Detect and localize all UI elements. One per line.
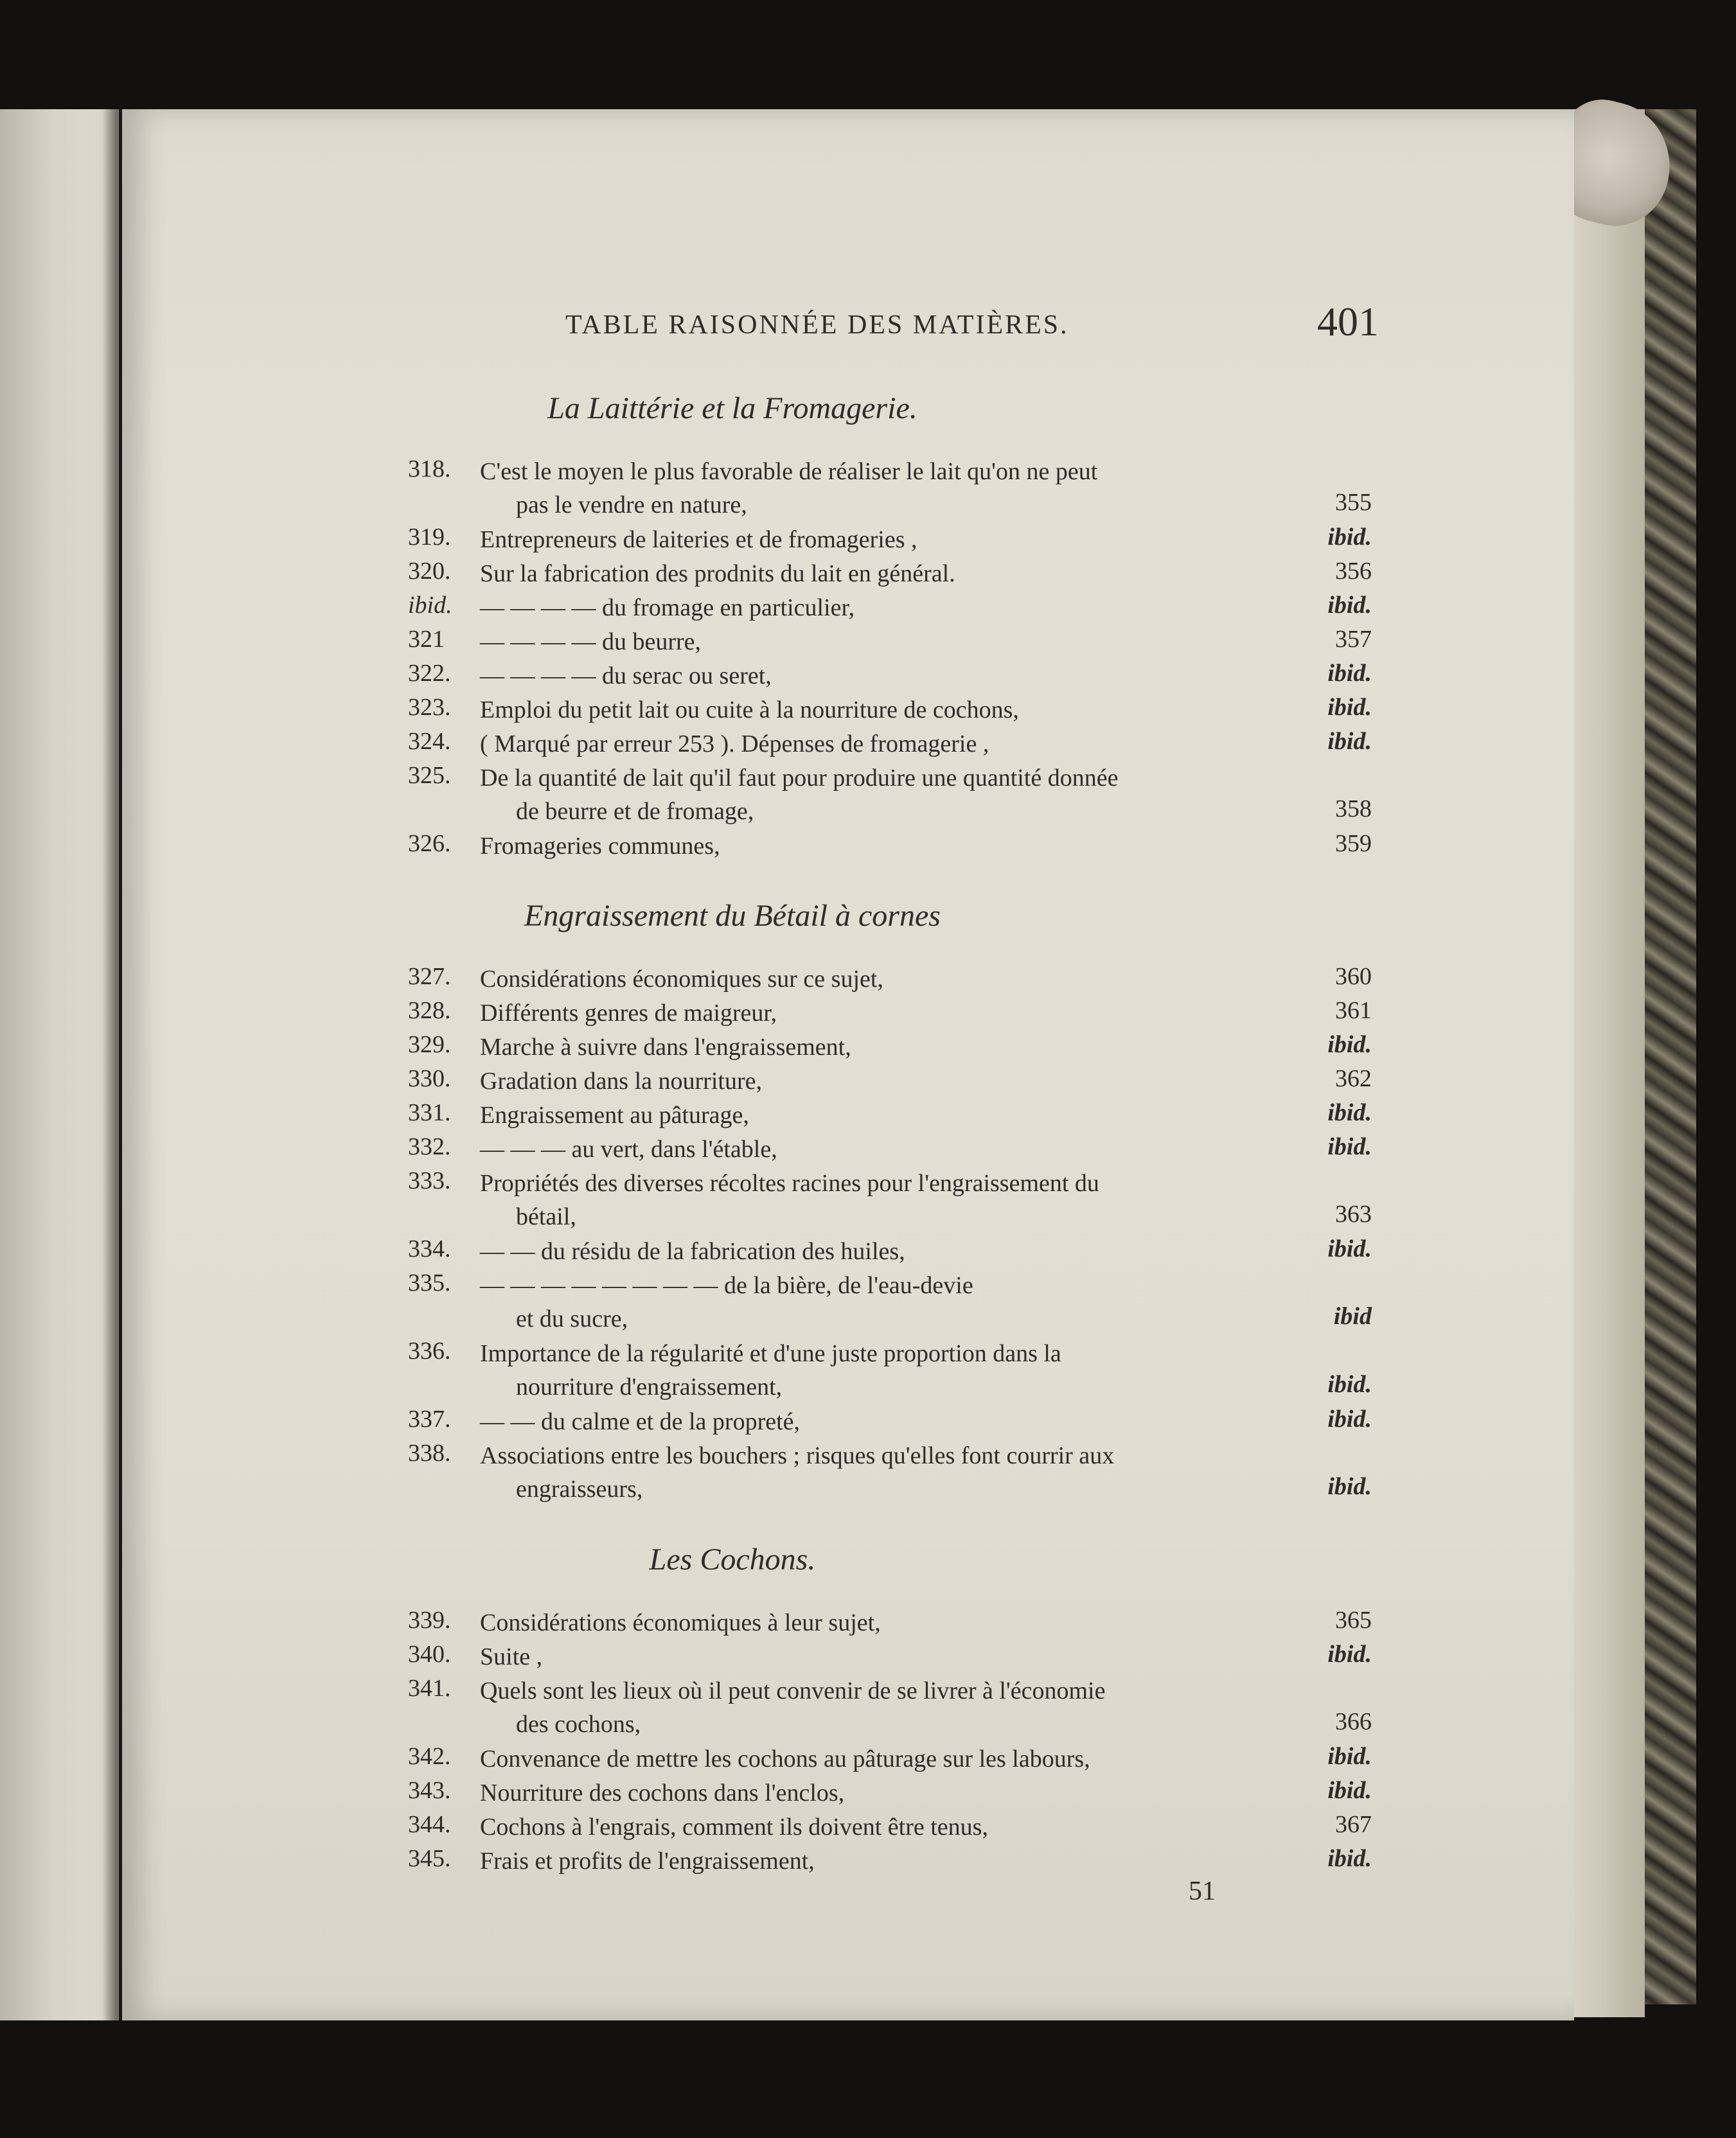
entry-text-line: Marche à suivre dans l'engraissement, bbox=[480, 1034, 851, 1061]
entry-number: 335. bbox=[408, 1269, 451, 1296]
entry-text-line: Nourriture des cochons dans l'enclos, bbox=[480, 1780, 845, 1807]
toc-entry bbox=[122, 1133, 1574, 1166]
entry-text-continuation: bétail, bbox=[516, 1203, 576, 1230]
toc-entry bbox=[122, 591, 1574, 624]
entry-page-reference: ibid. bbox=[1327, 660, 1372, 687]
page-number: 401 bbox=[1317, 299, 1379, 344]
entry-text bbox=[480, 1405, 1367, 1438]
entry-text-line: Considérations économiques à leur sujet, bbox=[480, 1609, 881, 1636]
entry-number: 320. bbox=[408, 558, 451, 585]
toc-entry bbox=[122, 557, 1574, 590]
entry-text-line: Frais et profits de l'engraissement, bbox=[480, 1848, 815, 1875]
entry-page-reference: 367 bbox=[1335, 1811, 1372, 1838]
entry-page-reference: ibid. bbox=[1327, 694, 1372, 721]
page-header bbox=[122, 299, 1574, 361]
entry-text-line: — — — — du serac ou seret, bbox=[480, 662, 772, 689]
toc-entry bbox=[122, 727, 1574, 761]
entry-page-reference: 365 bbox=[1335, 1607, 1372, 1634]
entry-page-reference: ibid. bbox=[1327, 1845, 1372, 1872]
toc-entry bbox=[122, 1640, 1574, 1674]
entry-number: 323. bbox=[408, 694, 451, 721]
entry-page-reference: 363 bbox=[1335, 1201, 1372, 1228]
entry-number: 318. bbox=[408, 455, 451, 482]
entry-text-line: Emploi du petit lait ou cuite à la nourriture de cochons, bbox=[480, 696, 1019, 723]
entry-text bbox=[480, 1742, 1367, 1776]
entry-page-reference: ibid. bbox=[1327, 1473, 1372, 1500]
entry-text-line: Gradation dans la nourriture, bbox=[480, 1068, 762, 1095]
entry-number: 328. bbox=[408, 997, 451, 1024]
toc-entry bbox=[122, 523, 1574, 556]
toc-entry bbox=[122, 625, 1574, 658]
toc-entry bbox=[122, 1844, 1574, 1878]
section-title: Engraissement du Bétail à cornes bbox=[524, 899, 941, 933]
entry-number: 331. bbox=[408, 1099, 451, 1126]
section-title: Les Cochons. bbox=[649, 1542, 816, 1577]
entry-page-reference: ibid. bbox=[1327, 1777, 1372, 1804]
entry-number: 337. bbox=[408, 1406, 451, 1433]
entry-page-reference: ibid. bbox=[1327, 524, 1372, 551]
section-title: La Laittérie et la Fromagerie. bbox=[547, 391, 917, 425]
entry-text bbox=[480, 1099, 1367, 1132]
entry-text bbox=[480, 1269, 1367, 1336]
toc-entry bbox=[122, 1405, 1574, 1438]
entry-number: 333. bbox=[408, 1167, 451, 1194]
entry-text bbox=[480, 591, 1367, 624]
running-title: TABLE RAISONNÉE DES MATIÈRES. bbox=[565, 310, 1069, 340]
entry-page-reference: ibid. bbox=[1327, 1743, 1372, 1770]
entry-number: 343. bbox=[408, 1777, 451, 1804]
entry-text bbox=[480, 557, 1367, 590]
toc-entry bbox=[122, 659, 1574, 693]
entry-page-reference: ibid. bbox=[1327, 592, 1372, 619]
book-page bbox=[122, 109, 1574, 2020]
toc-entry bbox=[122, 1269, 1574, 1332]
entry-page-reference: 355 bbox=[1335, 489, 1372, 516]
entry-text-line: Importance de la régularité et d'une juste proportion dans la bbox=[480, 1340, 1061, 1367]
toc-entry bbox=[122, 1810, 1574, 1844]
entry-page-reference: ibid. bbox=[1327, 728, 1372, 755]
entry-page-reference: 360 bbox=[1335, 963, 1372, 990]
entry-text-continuation: engraisseurs, bbox=[516, 1476, 643, 1503]
toc-entry bbox=[122, 761, 1574, 825]
entry-text-line: — — — au vert, dans l'étable, bbox=[480, 1136, 777, 1163]
entry-text-line: — — du résidu de la fabrication des huiles, bbox=[480, 1238, 905, 1265]
toc-entry bbox=[122, 1439, 1574, 1503]
entry-page-reference: ibid. bbox=[1327, 1371, 1372, 1398]
toc-entry bbox=[122, 1606, 1574, 1639]
entry-text-line: — — — — — — — — de la bière, de l'eau-devie bbox=[480, 1272, 973, 1299]
entry-number: ibid. bbox=[408, 592, 452, 619]
entry-text bbox=[480, 962, 1367, 996]
entry-number: 329. bbox=[408, 1031, 451, 1058]
entry-page-reference: ibid. bbox=[1327, 1235, 1372, 1262]
entry-number: 332. bbox=[408, 1133, 451, 1160]
entry-text-continuation: et du sucre, bbox=[516, 1305, 628, 1332]
toc-entry bbox=[122, 1742, 1574, 1776]
entry-text bbox=[480, 727, 1367, 761]
entry-number: 336. bbox=[408, 1338, 451, 1365]
entry-text bbox=[480, 693, 1367, 727]
entry-text-line: Associations entre les bouchers ; risques qu'elles font courrir aux bbox=[480, 1442, 1115, 1469]
facing-left-page bbox=[0, 109, 119, 2020]
entry-number: 321 bbox=[408, 626, 445, 653]
entry-text-line: Cochons à l'engrais, comment ils doivent être tenus, bbox=[480, 1814, 988, 1841]
page-fore-edge bbox=[1568, 109, 1645, 2017]
toc-entry bbox=[122, 1065, 1574, 1098]
entry-text-line: Différents genres de maigreur, bbox=[480, 1000, 777, 1027]
entry-text bbox=[480, 1065, 1367, 1098]
entry-text-line: Suite , bbox=[480, 1643, 543, 1670]
entry-page-reference: ibid. bbox=[1327, 1133, 1372, 1160]
entry-text-line: ( Marqué par erreur 253 ). Dépenses de fromagerie , bbox=[480, 730, 989, 757]
entry-number: 341. bbox=[408, 1675, 451, 1702]
entry-text bbox=[480, 1640, 1367, 1674]
entry-text-line: Fromageries communes, bbox=[480, 833, 720, 860]
entry-page-reference: 361 bbox=[1335, 997, 1372, 1024]
entry-text-line: — — — — du fromage en particulier, bbox=[480, 594, 855, 621]
toc-entry bbox=[122, 693, 1574, 727]
entry-number: 330. bbox=[408, 1065, 451, 1092]
entry-text-continuation: de beurre et de fromage, bbox=[516, 798, 754, 825]
toc-entry bbox=[122, 829, 1574, 863]
entry-text bbox=[480, 1337, 1367, 1404]
entry-text-line: Convenance de mettre les cochons au pâturage sur les labours, bbox=[480, 1745, 1090, 1772]
entry-page-reference: ibid bbox=[1333, 1303, 1372, 1330]
entry-text bbox=[480, 1674, 1367, 1741]
entry-text-line: Quels sont les lieux où il peut convenir de se livrer à l'économie bbox=[480, 1677, 1106, 1704]
entry-text-line: De la quantité de lait qu'il faut pour produire une quantité donnée bbox=[480, 764, 1119, 791]
entry-text bbox=[480, 1776, 1367, 1810]
entry-text bbox=[480, 1606, 1367, 1639]
toc-entry bbox=[122, 1099, 1574, 1132]
entry-number: 319. bbox=[408, 524, 451, 551]
entry-number: 334. bbox=[408, 1235, 451, 1262]
entry-text-continuation: nourriture d'engraissement, bbox=[516, 1374, 783, 1400]
entry-page-reference: ibid. bbox=[1327, 1031, 1372, 1058]
signature-mark: 51 bbox=[1189, 1877, 1216, 1906]
entry-text bbox=[480, 1844, 1367, 1878]
entry-text bbox=[480, 1030, 1367, 1064]
entry-text bbox=[480, 1810, 1367, 1844]
entry-number: 338. bbox=[408, 1440, 451, 1467]
entry-text-line: — — — — du beurre, bbox=[480, 628, 702, 655]
entry-text-continuation: des cochons, bbox=[516, 1711, 641, 1738]
entry-number: 327. bbox=[408, 963, 451, 990]
entry-number: 340. bbox=[408, 1641, 451, 1668]
entry-text bbox=[480, 1439, 1367, 1506]
entry-page-reference: 357 bbox=[1335, 626, 1372, 653]
entry-number: 324. bbox=[408, 728, 451, 755]
entry-text bbox=[480, 1167, 1367, 1233]
entry-text bbox=[480, 523, 1367, 556]
entry-number: 342. bbox=[408, 1743, 451, 1770]
entry-text-line: Engraissement au pâturage, bbox=[480, 1102, 749, 1129]
entry-number: 339. bbox=[408, 1607, 451, 1634]
entry-text bbox=[480, 625, 1367, 658]
entry-number: 325. bbox=[408, 762, 451, 789]
entry-text-line: Sur la fabrication des prodnits du lait en général. bbox=[480, 560, 955, 587]
entry-number: 322. bbox=[408, 660, 451, 687]
toc-entry bbox=[122, 1235, 1574, 1268]
entry-text bbox=[480, 455, 1367, 522]
entry-text-line: — — du calme et de la propreté, bbox=[480, 1408, 801, 1435]
entry-page-reference: 356 bbox=[1335, 558, 1372, 585]
toc-entry bbox=[122, 1776, 1574, 1810]
entry-page-reference: ibid. bbox=[1327, 1406, 1372, 1433]
entry-page-reference: 366 bbox=[1335, 1708, 1372, 1735]
entry-page-reference: 359 bbox=[1335, 830, 1372, 857]
entry-text bbox=[480, 761, 1367, 828]
toc-entry bbox=[122, 962, 1574, 996]
entry-page-reference: 362 bbox=[1335, 1065, 1372, 1092]
entry-number: 326. bbox=[408, 830, 451, 857]
toc-entry bbox=[122, 455, 1574, 518]
entry-page-reference: ibid. bbox=[1327, 1641, 1372, 1668]
entry-number: 344. bbox=[408, 1811, 451, 1838]
entry-page-reference: 358 bbox=[1335, 795, 1372, 822]
entry-text-line: C'est le moyen le plus favorable de réaliser le lait qu'on ne peut bbox=[480, 458, 1098, 485]
entry-text-continuation: pas le vendre en nature, bbox=[516, 491, 747, 518]
entry-text bbox=[480, 659, 1367, 693]
entry-text bbox=[480, 1235, 1367, 1268]
entry-text-line: Considérations économiques sur ce sujet, bbox=[480, 966, 883, 993]
entry-page-reference: ibid. bbox=[1327, 1099, 1372, 1126]
toc-entry bbox=[122, 1674, 1574, 1738]
entry-text bbox=[480, 996, 1367, 1030]
toc-entry bbox=[122, 1030, 1574, 1064]
entry-text-line: Entrepreneurs de laiteries et de fromageries , bbox=[480, 526, 917, 553]
entry-text-line: Propriétés des diverses récoltes racines pour l'engraissement du bbox=[480, 1170, 1099, 1197]
toc-entry bbox=[122, 996, 1574, 1030]
toc-entry bbox=[122, 1337, 1574, 1400]
entry-text bbox=[480, 829, 1367, 863]
entry-text bbox=[480, 1133, 1367, 1166]
toc-entry bbox=[122, 1167, 1574, 1230]
entry-number: 345. bbox=[408, 1845, 451, 1872]
